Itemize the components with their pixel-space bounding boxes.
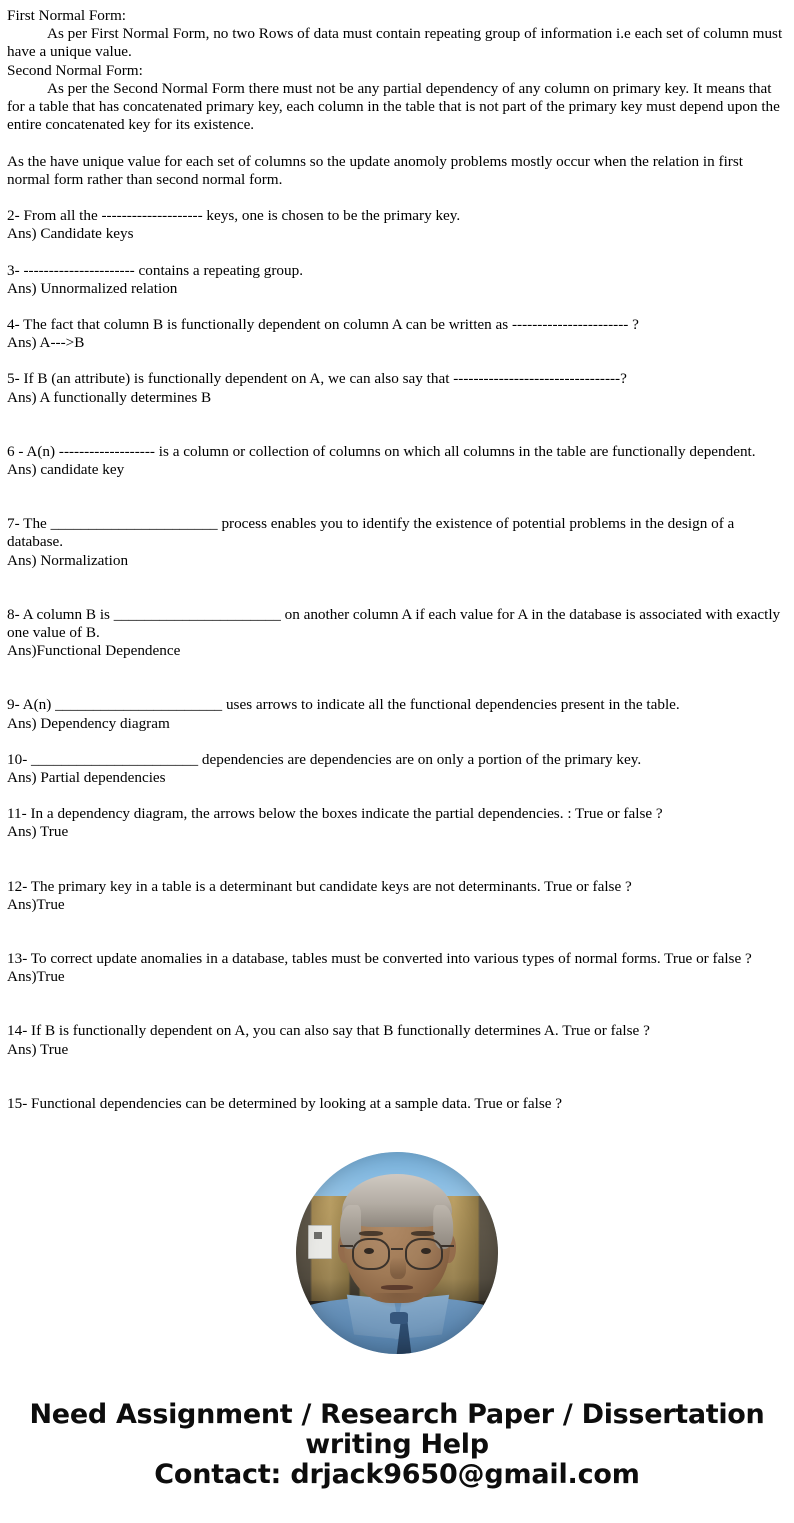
promo-contact: Contact: drjack9650@gmail.com <box>154 1459 640 1490</box>
spacer <box>7 570 786 606</box>
answer-text: Ans) Normalization <box>7 551 129 569</box>
question-text: 7- The ______________________ process enables you to identify the existence of potential problems in the design of a database. <box>7 515 739 551</box>
spacer <box>7 352 786 370</box>
question-text: 6 - A(n) ------------------- is a column or collection of columns on which all columns in the table are functionally dependent. <box>7 442 756 460</box>
question-text: 11- In a dependency diagram, the arrows below the boxes indicate the partial dependencies. : True or false ? <box>7 805 663 823</box>
spacer <box>7 986 786 1022</box>
question-text: 2- From all the -------------------- keys, one is chosen to be the primary key. <box>7 207 461 225</box>
answer-text: Ans) A functionally determines B <box>7 388 212 406</box>
answer-text: Ans) Candidate keys <box>7 225 134 243</box>
section-heading-second-normal-form: Second Normal Form: <box>7 61 143 79</box>
answer-text: Ans) True <box>7 1040 69 1058</box>
question-text: 14- If B is functionally dependent on A, you can also say that B functionally determines A. True or false ? <box>7 1022 650 1040</box>
spacer <box>7 189 786 207</box>
promo-footer <box>0 1400 794 1490</box>
answer-text: Ans) A--->B <box>7 334 85 352</box>
photo-nose <box>390 1257 406 1279</box>
question-text: 4- The fact that column B is functionally dependent on column A can be written as ----------------------- ? <box>7 316 639 334</box>
question-text: 5- If B (an attribute) is functionally dependent on A, we can also say that ---------------------------------? <box>7 370 627 388</box>
section-body-first-normal-form: As per First Normal Form, no two Rows of data must contain repeating group of information i.e each set of column must have a unique value. <box>7 25 786 61</box>
photo-eyebrow-right <box>411 1231 435 1236</box>
spacer <box>7 733 786 751</box>
promo-headline: Need Assignment / Research Paper / Dissertation writing Help <box>29 1399 765 1460</box>
spacer <box>7 914 786 950</box>
question-text: 13- To correct update anomalies in a database, tables must be converted into various types of normal forms. True or false ? <box>7 950 752 968</box>
spacer <box>7 298 786 316</box>
spacer <box>7 1059 786 1095</box>
qa-item-10 <box>7 751 786 787</box>
qa-item-9 <box>7 696 786 732</box>
qa-item-8 <box>7 606 786 661</box>
spacer <box>7 134 786 152</box>
glasses-bridge <box>391 1248 403 1250</box>
spacer <box>7 787 786 805</box>
summary-paragraph: As the have unique value for each set of columns so the update anomoly problems mostly occur when the relation in first normal form rather than second normal form. <box>7 152 747 188</box>
question-text: 3- ---------------------- contains a repeating group. <box>7 261 303 279</box>
question-text: 12- The primary key in a table is a determinant but candidate keys are not determinants. True or false ? <box>7 877 632 895</box>
qa-item-3 <box>7 262 786 298</box>
qa-item-12 <box>7 878 786 914</box>
answer-text: Ans) Partial dependencies <box>7 769 166 787</box>
question-text: 15- Functional dependencies can be determined by looking at a sample data. True or false ? <box>7 1094 563 1112</box>
question-text: 8- A column B is ______________________ on another column A if each value for A in the database is associated with exactly one value of B. <box>7 605 784 642</box>
qa-item-5 <box>7 370 786 406</box>
answer-text: Ans)Functional Dependence <box>7 642 181 660</box>
photo-eyebrow-left <box>359 1231 383 1236</box>
qa-item-15 <box>7 1095 786 1113</box>
qa-item-6 <box>7 443 786 479</box>
section-heading-first-normal-form: First Normal Form: <box>7 7 126 24</box>
qa-item-13 <box>7 950 786 986</box>
avatar <box>296 1152 498 1354</box>
answer-text: Ans)True <box>7 895 65 913</box>
photo-mouth <box>381 1285 413 1290</box>
answer-text: Ans)True <box>7 968 65 986</box>
photo-wall-switch <box>308 1225 332 1259</box>
glasses-lens-right <box>405 1238 443 1270</box>
photo-tie-knot <box>390 1312 408 1324</box>
glasses-arm-right <box>441 1245 453 1247</box>
spacer <box>7 660 786 696</box>
answer-text: Ans) candidate key <box>7 461 125 479</box>
profile-photo <box>296 1152 498 1354</box>
answer-text: Ans) True <box>7 823 69 841</box>
spacer <box>7 479 786 515</box>
glasses-icon <box>352 1238 390 1270</box>
qa-item-4 <box>7 316 786 352</box>
spacer <box>7 244 786 262</box>
qa-item-2 <box>7 207 786 243</box>
photo-chin-shadow <box>369 1293 426 1307</box>
glasses-arm-left <box>340 1245 352 1247</box>
qa-item-11 <box>7 805 786 841</box>
answer-text: Ans) Dependency diagram <box>7 714 170 732</box>
qa-item-7 <box>7 515 786 570</box>
spacer <box>7 407 786 443</box>
answer-text: Ans) Unnormalized relation <box>7 279 178 297</box>
spacer <box>7 842 786 878</box>
qa-item-14 <box>7 1022 786 1058</box>
section-body-second-normal-form: As per the Second Normal Form there must not be any partial dependency of any column on primary key. It means that for a table that has concatenated primary key, each column in the table that is not part of the primary key must depend upon the entire concatenated key for its existence. <box>7 79 784 134</box>
question-text: 10- ______________________ dependencies are dependencies are on only a portion of the primary key. <box>7 750 642 768</box>
question-text: 9- A(n) ______________________ uses arrows to indicate all the functional dependencies present in the table. <box>7 696 680 714</box>
